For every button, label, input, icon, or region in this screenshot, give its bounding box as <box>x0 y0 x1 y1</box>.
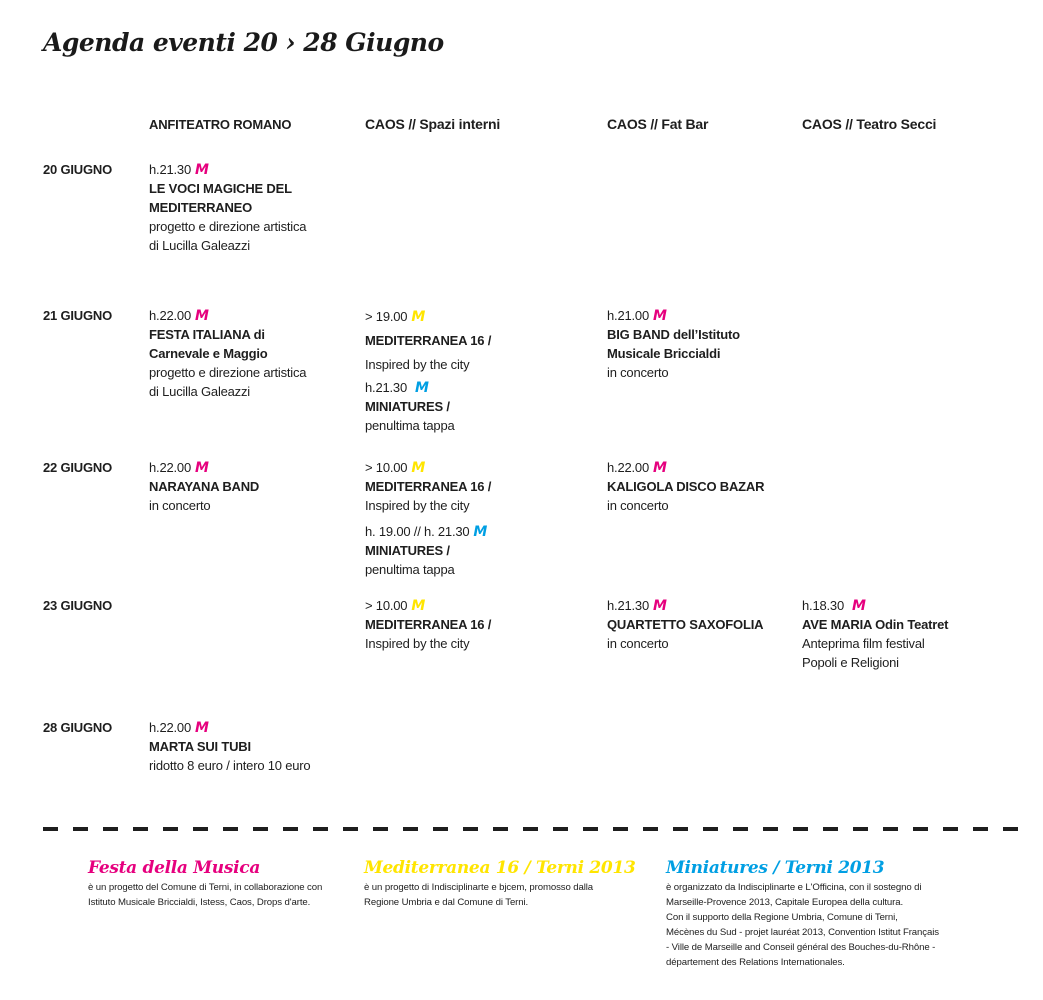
column-header-fat-bar: CAOS // Fat Bar <box>607 116 709 132</box>
event-name: Carnevale e Maggio <box>149 346 268 361</box>
date-label: 20 GIUGNO <box>43 162 112 177</box>
footer-title: Miniatures / Terni 2013 <box>666 858 885 878</box>
footer-line: è un progetto di Indisciplinarte e bjcem, promosso dalla <box>364 882 594 893</box>
dash-segment <box>343 827 358 831</box>
event-name: MEDITERRANEA 16 / <box>365 333 492 348</box>
footer-line: è un progetto del Comune di Terni, in collaborazione con <box>88 882 323 893</box>
event-desc: progetto e direzione artistica <box>149 219 307 234</box>
event-desc: di Lucilla Galeazzi <box>149 238 250 253</box>
dash-segment <box>163 827 178 831</box>
event-desc: progetto e direzione artistica <box>149 365 307 380</box>
event-time: h.18.30 <box>802 598 844 613</box>
footer-line: département des Relations Internationales. <box>666 957 845 968</box>
event-name: Musicale Briccialdi <box>607 346 721 361</box>
dash-segment <box>253 827 268 831</box>
event-fatbar-21 <box>607 306 740 382</box>
event-desc: di Lucilla Galeazzi <box>149 384 250 399</box>
date-label: 28 GIUGNO <box>43 720 112 735</box>
event-anfiteatro-28 <box>149 718 310 775</box>
dash-segment <box>433 827 448 831</box>
event-name: MEDITERRANEO <box>149 200 253 215</box>
dash-segment <box>853 827 868 831</box>
event-time: > 10.00 <box>365 460 408 475</box>
footer-line: Mécènes du Sud - projet lauréat 2013, Convention Istitut Français <box>666 927 939 938</box>
dash-segment <box>1003 827 1018 831</box>
event-name: NARAYANA BAND <box>149 479 260 494</box>
dash-segment <box>793 827 808 831</box>
dash-segment <box>103 827 118 831</box>
event-desc: Anteprima film festival <box>802 636 925 651</box>
dash-segment <box>283 827 298 831</box>
event-name: MINIATURES / <box>365 399 450 414</box>
dash-segment <box>313 827 328 831</box>
event-time: h.22.00 <box>149 308 191 323</box>
event-desc: in concerto <box>607 498 669 513</box>
dash-segment <box>613 827 628 831</box>
page-title: Agenda eventi 20 › 28 Giugno <box>43 28 444 57</box>
event-anfiteatro-22 <box>149 458 259 515</box>
event-time: h. 19.00 // h. 21.30 <box>365 524 470 539</box>
festa-della-musica-m-icon: M <box>652 308 667 324</box>
event-spazi-21 <box>365 306 491 435</box>
dash-segment <box>403 827 418 831</box>
mediterranea-m-icon: M <box>411 460 426 476</box>
dash-segment <box>883 827 898 831</box>
footer-line: - Ville de Marseille and Conseil général des Bouches-du-Rhône - <box>666 942 936 953</box>
dash-segment <box>73 827 88 831</box>
event-desc: penultima tappa <box>365 562 455 577</box>
footer-line: Regione Umbria e dal Comune di Terni. <box>364 897 529 908</box>
event-name: KALIGOLA DISCO BAZAR <box>607 479 765 494</box>
dash-segment <box>523 827 538 831</box>
dash-segment <box>133 827 148 831</box>
footer-miniatures <box>666 858 939 970</box>
footer-line: Con il supporto della Regione Umbria, Comune di Terni, <box>666 912 898 923</box>
event-name: FESTA ITALIANA di <box>149 327 265 342</box>
dash-segment <box>373 827 388 831</box>
festa-della-musica-m-icon: M <box>194 162 209 178</box>
event-time: h.22.00 <box>607 460 649 475</box>
festa-della-musica-m-icon: M <box>194 460 209 476</box>
event-name: BIG BAND dell’Istituto <box>607 327 740 342</box>
festa-della-musica-m-icon: M <box>194 720 209 736</box>
dash-segment <box>913 827 928 831</box>
dash-segment <box>763 827 778 831</box>
event-desc: Inspired by the city <box>365 636 470 651</box>
dash-segment <box>973 827 988 831</box>
footer-title: Mediterranea 16 / Terni 2013 <box>364 858 636 878</box>
festa-della-musica-m-icon: M <box>652 460 667 476</box>
event-name: LE VOCI MAGICHE DEL <box>149 181 292 196</box>
mediterranea-m-icon: M <box>411 309 426 325</box>
event-spazi-23 <box>365 596 491 653</box>
event-anfiteatro-21 <box>149 306 306 401</box>
event-desc: penultima tappa <box>365 418 455 433</box>
event-time: h.22.00 <box>149 720 191 735</box>
festa-della-musica-m-icon: M <box>652 598 667 614</box>
date-label: 21 GIUGNO <box>43 308 112 323</box>
event-fatbar-22 <box>607 458 764 515</box>
footer-mediterranea <box>364 858 636 910</box>
dash-segment <box>193 827 208 831</box>
dash-segment <box>673 827 688 831</box>
event-name: MEDITERRANEA 16 / <box>365 479 492 494</box>
footer-line: Marseille-Provence 2013, Capitale Europea della cultura. <box>666 897 904 908</box>
footer-line: Istituto Musicale Briccialdi, Istess, Caos, Drops d'arte. <box>88 897 311 908</box>
event-name: MINIATURES / <box>365 543 450 558</box>
dashed-divider <box>43 827 1023 832</box>
event-time: h.22.00 <box>149 460 191 475</box>
event-name: AVE MARIA Odin Teatret <box>802 617 949 632</box>
event-name: MEDITERRANEA 16 / <box>365 617 492 632</box>
event-secci-23 <box>802 596 948 672</box>
dash-segment <box>553 827 568 831</box>
dash-segment <box>733 827 748 831</box>
dash-segment <box>823 827 838 831</box>
column-header-anfiteatro: ANFITEATRO ROMANO <box>149 117 292 132</box>
dash-segment <box>943 827 958 831</box>
footer-title: Festa della Musica <box>88 858 261 878</box>
event-desc: Inspired by the city <box>365 498 470 513</box>
mediterranea-m-icon: M <box>411 598 426 614</box>
event-desc: in concerto <box>607 365 669 380</box>
footer-line: è organizzato da Indisciplinarte e L'Officina, con il sostegno di <box>666 882 922 893</box>
event-time: h.21.00 <box>607 308 649 323</box>
date-label: 22 GIUGNO <box>43 460 112 475</box>
festa-della-musica-m-icon: M <box>194 308 209 324</box>
dash-segment <box>643 827 658 831</box>
date-label: 23 GIUGNO <box>43 598 112 613</box>
dash-segment <box>463 827 478 831</box>
event-anfiteatro-20 <box>149 160 306 255</box>
event-desc: in concerto <box>607 636 669 651</box>
event-desc: ridotto 8 euro / intero 10 euro <box>149 758 311 773</box>
event-desc: Popoli e Religioni <box>802 655 899 670</box>
festa-della-musica-m-icon: M <box>851 598 866 614</box>
event-fatbar-23 <box>607 596 763 653</box>
event-desc: Inspired by the city <box>365 357 470 372</box>
footer-festa-della-musica <box>88 858 322 910</box>
event-name: MARTA SUI TUBI <box>149 739 251 754</box>
dash-segment <box>43 827 58 831</box>
miniatures-m-icon: M <box>473 524 488 540</box>
event-name: QUARTETTO SAXOFOLIA <box>607 617 764 632</box>
dash-segment <box>703 827 718 831</box>
event-time: > 10.00 <box>365 598 408 613</box>
column-header-spazi-interni: CAOS // Spazi interni <box>365 116 501 132</box>
event-time: h.21.30 <box>149 162 191 177</box>
dash-segment <box>223 827 238 831</box>
event-time: h.21.30 <box>607 598 649 613</box>
dash-segment <box>583 827 598 831</box>
dash-segment <box>493 827 508 831</box>
event-spazi-22 <box>365 458 491 579</box>
event-time: h.21.30 <box>365 380 407 395</box>
column-header-teatro-secci: CAOS // Teatro Secci <box>802 116 937 132</box>
miniatures-m-icon: M <box>414 380 429 396</box>
event-time: > 19.00 <box>365 309 408 324</box>
event-desc: in concerto <box>149 498 211 513</box>
